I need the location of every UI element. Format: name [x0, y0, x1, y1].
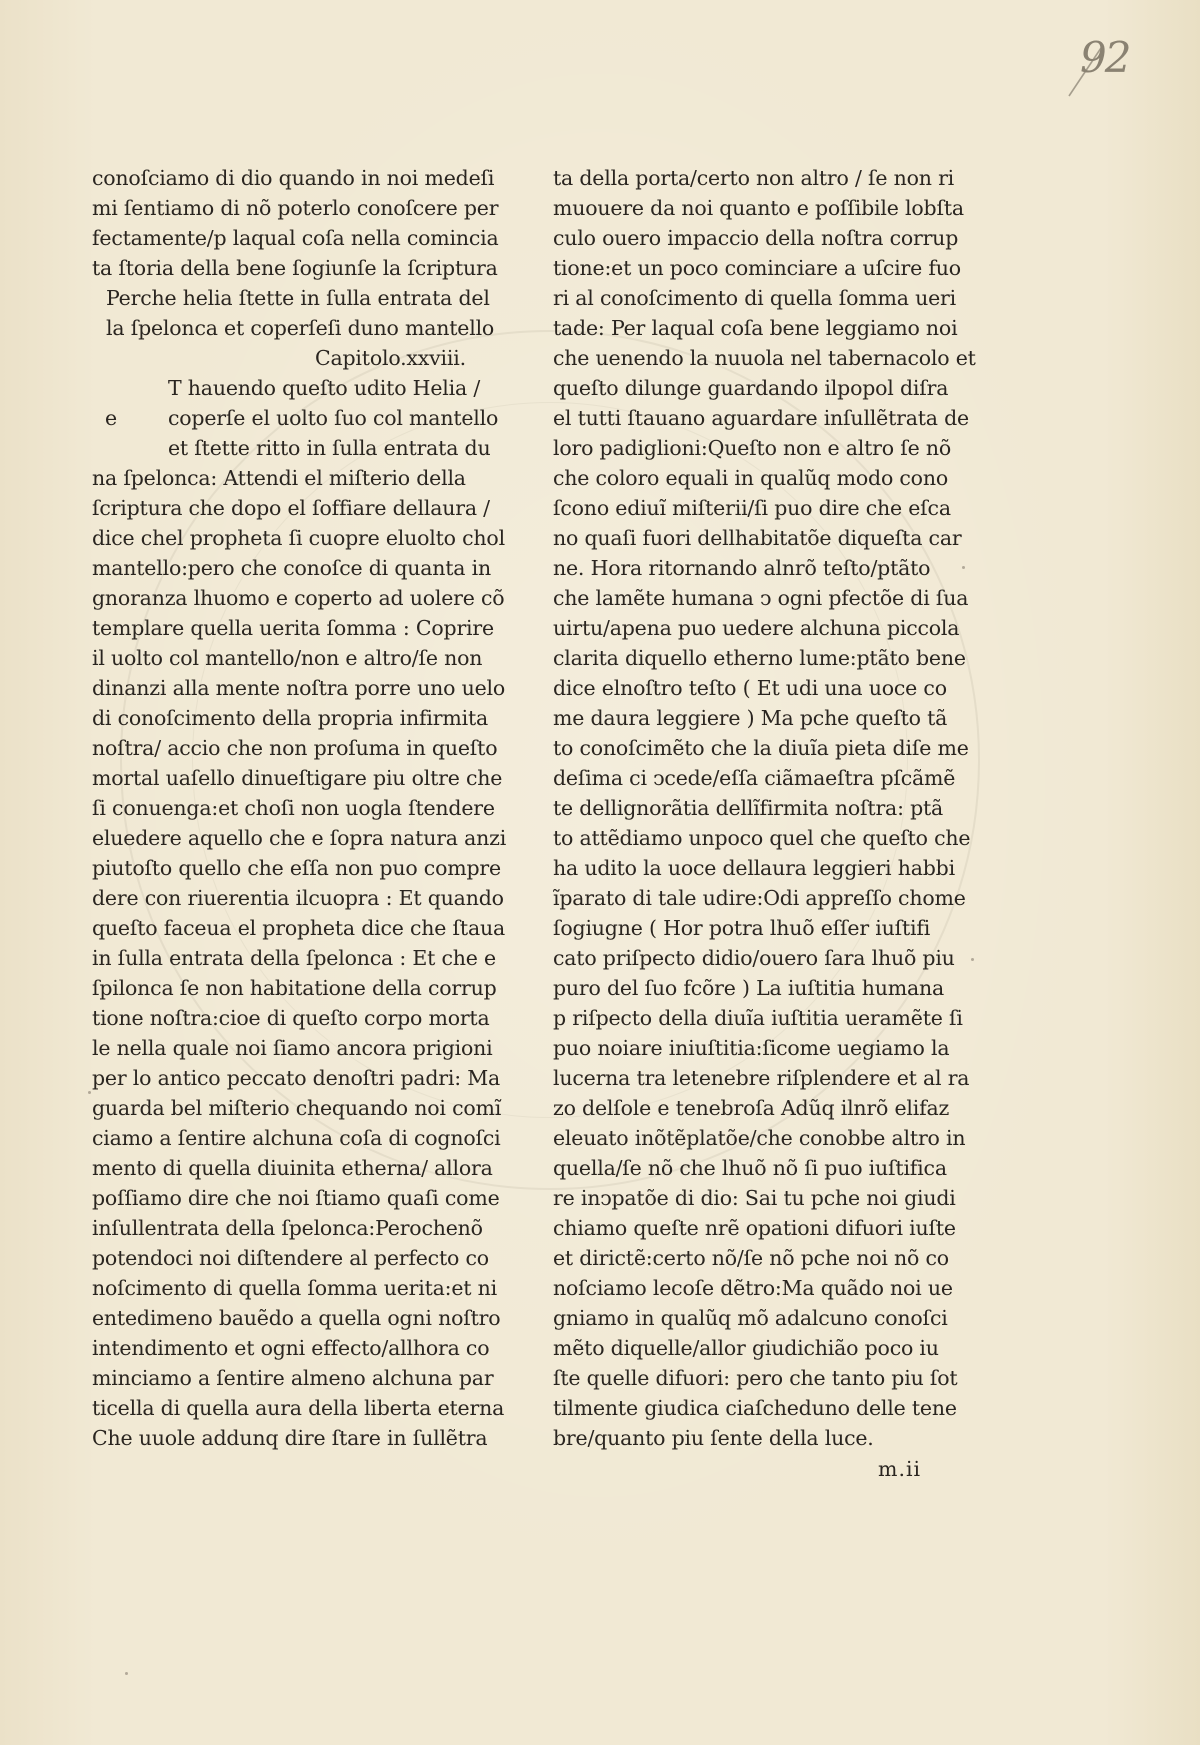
text-line: ſcriptura che dopo el ſoffiare dellaura / — [92, 496, 490, 520]
right-text-column — [553, 163, 976, 1453]
text-line: mortal uaſello dinueſtigare piu oltre che — [92, 766, 503, 790]
text-line: in ſulla entrata della ſpelonca : Et che e — [92, 946, 496, 970]
text-line: ticella di quella aura della liberta eterna — [92, 1396, 505, 1420]
text-line: me daura leggiere ) Ma pche queſto tã — [553, 706, 948, 730]
text-line: mẽto diquelle/allor giudichião poco iu — [553, 1336, 939, 1360]
left-text-column — [92, 163, 512, 1453]
text-line: noſtra/ accio che non proſuma in queſto — [92, 736, 498, 760]
text-line: di conoſcimento della propria infirmita — [92, 706, 489, 730]
text-line: clarita diquello etherno lume:ptãto bene — [553, 646, 966, 670]
text-line: cato priſpecto didio/ouero ſara lhuõ piu — [553, 946, 955, 970]
text-line: Capitolo.xxviii. — [315, 346, 466, 370]
text-line: eleuato inõtẽplatõe/che conobbe altro in — [553, 1126, 966, 1150]
text-line: ta ſtoria della bene ſogiunſe la ſcriptura — [92, 256, 498, 280]
text-line: puro del ſuo fcõre ) La iuſtitia humana — [553, 976, 945, 1000]
text-line: la ſpelonca et coperſeſi duno mantello — [106, 316, 495, 340]
text-line: et dirictẽ:certo nõ/ſe nõ pche noi nõ co — [553, 1246, 949, 1270]
paper-speck — [962, 566, 965, 569]
text-line: che uenendo la nuuola nel tabernacolo et — [553, 346, 976, 370]
text-line: ſogiugne ( Hor potra lhuõ eſſer iuſtifi — [553, 916, 931, 940]
text-line: guarda bel miſterio chequando noi comĩ — [92, 1096, 502, 1120]
text-line: entedimeno bauẽdo a quella ogni noſtro — [92, 1306, 501, 1330]
text-line: zo delſole e tenebroſa Adũq ilnrõ elifaz — [553, 1096, 950, 1120]
text-line: quella/ſe nõ che lhuõ nõ ſi puo iuſtifica — [553, 1156, 947, 1180]
text-line: ſpilonca ſe non habitatione della corrup — [92, 976, 497, 1000]
text-line: ciamo a ſentire alchuna coſa di cognoſci — [92, 1126, 501, 1150]
text-line: tione:et un poco cominciare a uſcire fuo — [553, 256, 961, 280]
text-line: intendimento et ogni effecto/allhora co — [92, 1336, 490, 1360]
text-line: culo ouero impaccio della noſtra corrup — [553, 226, 959, 250]
text-line: na ſpelonca: Attendi el miſterio della — [92, 466, 466, 490]
text-line: per lo antico peccato denoſtri padri: Ma — [92, 1066, 501, 1090]
text-line: el tutti ſtauano aguardare inſullẽtrata de — [553, 406, 969, 430]
text-line: dere con riuerentia ilcuopra : Et quando — [92, 886, 504, 910]
text-line: tione noſtra:cioe di queſto corpo morta — [92, 1006, 490, 1030]
text-line: eluedere aquello che e ſopra natura anzi — [92, 826, 507, 850]
text-line: ſcono ediuĩ miſterii/ſi puo dire che eſca — [553, 496, 951, 520]
text-line: p riſpecto della diuĩa iuſtitia ueramẽte ſi — [553, 1006, 963, 1030]
text-line: che coloro equali in qualũq modo cono — [553, 466, 948, 490]
drop-initial-letter: e — [105, 406, 117, 430]
text-line: Che uuole addunq dire ſtare in ſullẽtra — [92, 1426, 488, 1450]
text-line: minciamo a ſentire almeno alchuna par — [92, 1366, 494, 1390]
text-line: fectamente/p laqual coſa nella comincia — [92, 226, 499, 250]
text-line: bre/quanto piu ſente della luce. — [553, 1426, 874, 1450]
paper-speck — [125, 1672, 128, 1675]
text-line: poſſiamo dire che noi ſtiamo quaſi come — [92, 1186, 500, 1210]
text-line: te dellignorãtia dellĩfirmita noſtra: ptã — [553, 796, 944, 820]
text-line: ne. Hora ritornando alnrõ teſto/ptãto — [553, 556, 931, 580]
text-line: le nella quale noi ſiamo ancora prigioni — [92, 1036, 493, 1060]
folio-number: 92 — [1080, 33, 1130, 82]
text-line: gniamo in qualũq mõ adalcuno conoſci — [553, 1306, 948, 1330]
text-line: mi ſentiamo di nõ poterlo conoſcere per — [92, 196, 499, 220]
text-line: tade: Per laqual coſa bene leggiamo noi — [553, 316, 958, 340]
text-line: lucerna tra letenebre riſplendere et al ra — [553, 1066, 970, 1090]
text-line: mento di quella diuinita etherna/ allora — [92, 1156, 493, 1180]
text-line: noſcimento di quella ſomma uerita:et ni — [92, 1276, 497, 1300]
text-line: ſi conuenga:et choſi non uogla ſtendere — [92, 796, 495, 820]
text-line: muouere da noi quanto e poſſibile lobſta — [553, 196, 964, 220]
text-line: T hauendo queſto udito Helia / — [168, 376, 481, 400]
text-line: dice chel propheta ſi cuopre eluolto chol — [92, 526, 505, 550]
text-line: templare quella uerita ſomma : Coprire — [92, 616, 494, 640]
text-line: tilmente giudica ciaſcheduno delle tene — [553, 1396, 957, 1420]
text-line: puo noiare iniuſtitia:ſicome uegiamo la — [553, 1036, 950, 1060]
text-line: ri al conoſcimento di quella ſomma ueri — [553, 286, 956, 310]
text-line: mantello:pero che conoſce di quanta in — [92, 556, 492, 580]
text-line: potendoci noi diſtendere al perfecto co — [92, 1246, 489, 1270]
text-line: queſto dilunge guardando ilpopol diſra — [553, 376, 949, 400]
text-line: Perche helia ſtette in ſulla entrata del — [106, 286, 490, 310]
text-line: re inↄpatõe di dio: Sai tu pche noi giudi — [553, 1186, 956, 1210]
text-line: loro padiglioni:Queſto non e altro ſe nõ — [553, 436, 952, 460]
text-line: noſciamo lecoſe dẽtro:Ma quãdo noi ue — [553, 1276, 953, 1300]
text-line: to attẽdiamo unpoco quel che queſto che — [553, 826, 971, 850]
text-line: piutoſto quello che eſſa non puo compre — [92, 856, 501, 880]
text-line: queſto faceua el propheta dice che ſtaua — [92, 916, 506, 940]
text-line: ha udito la uoce dellaura leggieri habbi — [553, 856, 955, 880]
text-line: il uolto col mantello/non e altro/ſe non — [92, 646, 483, 670]
text-line: no quaſi fuori dellhabitatõe diqueſta car — [553, 526, 962, 550]
signature-mark: m.ii — [878, 1457, 922, 1481]
text-line: to conoſcimẽto che la diuĩa pieta diſe me — [553, 736, 969, 760]
paper-speck — [971, 958, 974, 961]
text-line: chiamo queſte nrẽ opationi difuori iuſte — [553, 1216, 956, 1240]
text-line: gnoranza lhuomo e coperto ad uolere cõ — [92, 586, 505, 610]
text-line: et ſtette ritto in ſulla entrata du — [168, 436, 491, 460]
text-line: uirtu/apena puo uedere alchuna piccola — [553, 616, 960, 640]
text-line: dice elnoſtro teſto ( Et udi una uoce co — [553, 676, 947, 700]
text-line: inſullentrata della ſpelonca:Perochenõ — [92, 1216, 483, 1240]
text-line: conoſciamo di dio quando in noi medeſi — [92, 166, 495, 190]
text-line: deſima ci ↄcede/eſſa ciãmaeſtra pſcãmẽ — [553, 766, 956, 790]
text-line: ſte quelle difuori: pero che tanto piu ſot — [553, 1366, 958, 1390]
text-line: ta della porta/certo non altro / ſe non ri — [553, 166, 955, 190]
text-line: ĩparato di tale udire:Odi appreſſo chome — [553, 886, 966, 910]
text-line: che lamẽte humana ↄ ogni pfectõe di ſua — [553, 586, 969, 610]
paper-speck — [88, 1091, 91, 1094]
text-line: dinanzi alla mente noſtra porre uno uelo — [92, 676, 506, 700]
text-line: coperſe el uolto ſuo col mantello e — [92, 403, 512, 433]
